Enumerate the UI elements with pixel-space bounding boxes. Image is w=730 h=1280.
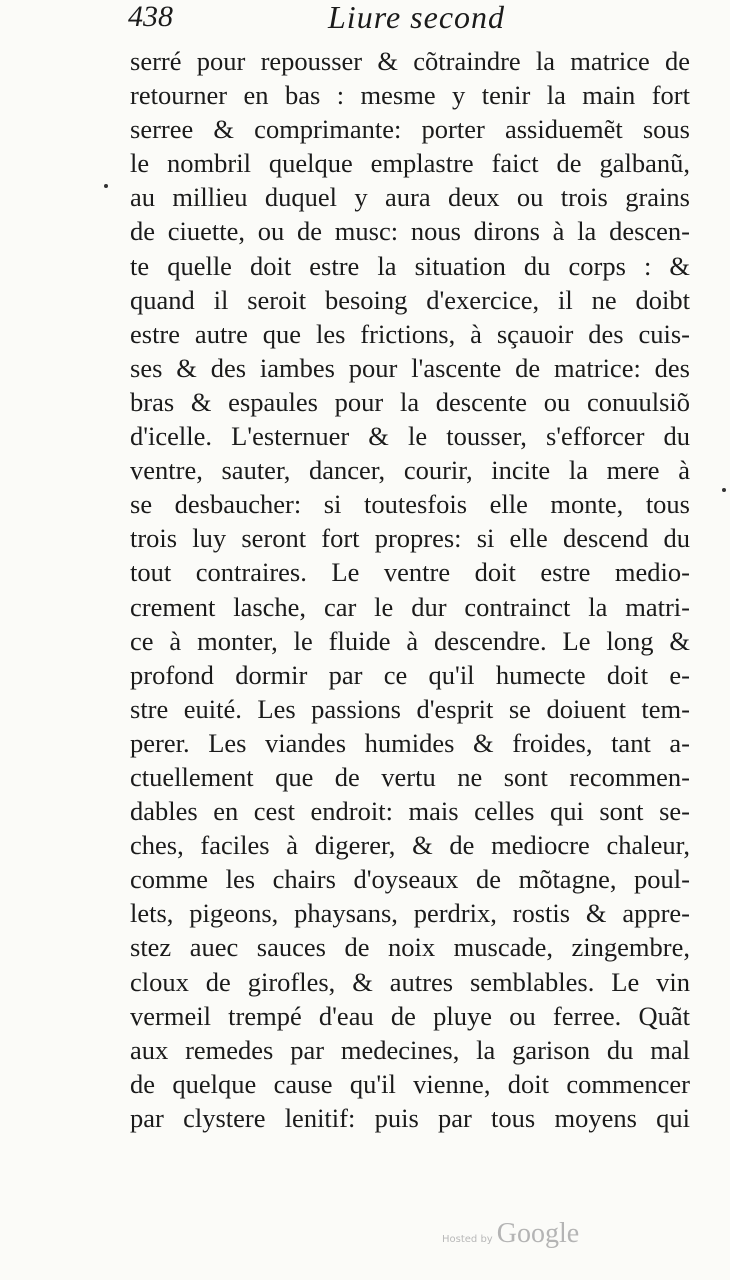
text-line: crement lasche, car le dur contrainct la matri- xyxy=(130,591,690,622)
text-line: ses & des iambes pour l'ascente de matrice: des xyxy=(130,352,690,383)
text-line: bras & espaules pour la descente ou conuulsiõ xyxy=(130,386,690,417)
text-line: au millieu duquel y aura deux ou trois grains xyxy=(130,182,690,213)
text-line: retourner en bas : mesme y tenir la main fort xyxy=(130,80,690,111)
text-line: quand il seroit besoing d'exercice, il ne doibt xyxy=(130,284,690,315)
text-line: dables en cest endroit: mais celles qui sont se- xyxy=(130,796,690,827)
text-line: ventre, sauter, dancer, courir, incite la mere à xyxy=(130,455,690,486)
text-line: cloux de girofles, & autres semblables. Le vin xyxy=(130,966,690,997)
text-line: te quelle doit estre la situation du corps : & xyxy=(130,250,690,281)
text-line: trois luy seront fort propres: si elle descend du xyxy=(130,523,690,554)
text-line: stez auec sauces de noix muscade, zingembre, xyxy=(130,932,690,963)
running-head: Liure second xyxy=(328,0,506,35)
watermark-prefix: Hosted by xyxy=(442,1234,493,1245)
text-line: profond dormir par ce qu'il humecte doit e- xyxy=(130,659,690,690)
text-line: se desbaucher: si toutesfois elle monte, tous xyxy=(130,489,690,520)
text-line: aux remedes par medecines, la garison du mal xyxy=(130,1034,690,1065)
text-line: ches, faciles à digerer, & de mediocre chaleur, xyxy=(130,830,690,861)
text-line: serree & comprimante: porter assiduemẽt sous xyxy=(130,114,690,145)
hosted-by-google-watermark xyxy=(442,1218,579,1250)
margin-mark-dot xyxy=(722,488,726,492)
text-line: ctuellement que de vertu ne sont recommen- xyxy=(130,761,690,792)
body-text xyxy=(130,44,690,1135)
text-line: tout contraires. Le ventre doit estre medio- xyxy=(130,557,690,588)
text-line: vermeil trempé d'eau de pluye ou ferree. Quãt xyxy=(130,1000,690,1031)
google-logo: Google xyxy=(496,1218,580,1249)
text-line: de quelque cause qu'il vienne, doit commencer xyxy=(130,1068,690,1099)
page-number: 438 xyxy=(128,0,173,33)
text-line: par clystere lenitif: puis par tous moyens qui xyxy=(130,1102,690,1133)
text-line: lets, pigeons, phaysans, perdrix, rostis & appre- xyxy=(130,898,690,929)
text-line: perer. Les viandes humides & froides, tant a- xyxy=(130,727,690,758)
text-line: d'icelle. L'esternuer & le tousser, s'efforcer du xyxy=(130,421,690,452)
margin-mark-dot xyxy=(104,184,108,188)
text-line: comme les chairs d'oyseaux de mõtagne, poul- xyxy=(130,864,690,895)
text-line: estre autre que les frictions, à sçauoir des cuis- xyxy=(130,318,690,349)
text-line: de ciuette, ou de musc: nous dirons à la descen- xyxy=(130,216,690,247)
text-line: ce à monter, le fluide à descendre. Le long & xyxy=(130,625,690,656)
text-line: serré pour repousser & cõtraindre la matrice de xyxy=(130,46,690,76)
text-line: stre euité. Les passions d'esprit se doiuent tem- xyxy=(130,693,690,724)
text-line: le nombril quelque emplastre faict de galbanũ, xyxy=(130,148,690,179)
